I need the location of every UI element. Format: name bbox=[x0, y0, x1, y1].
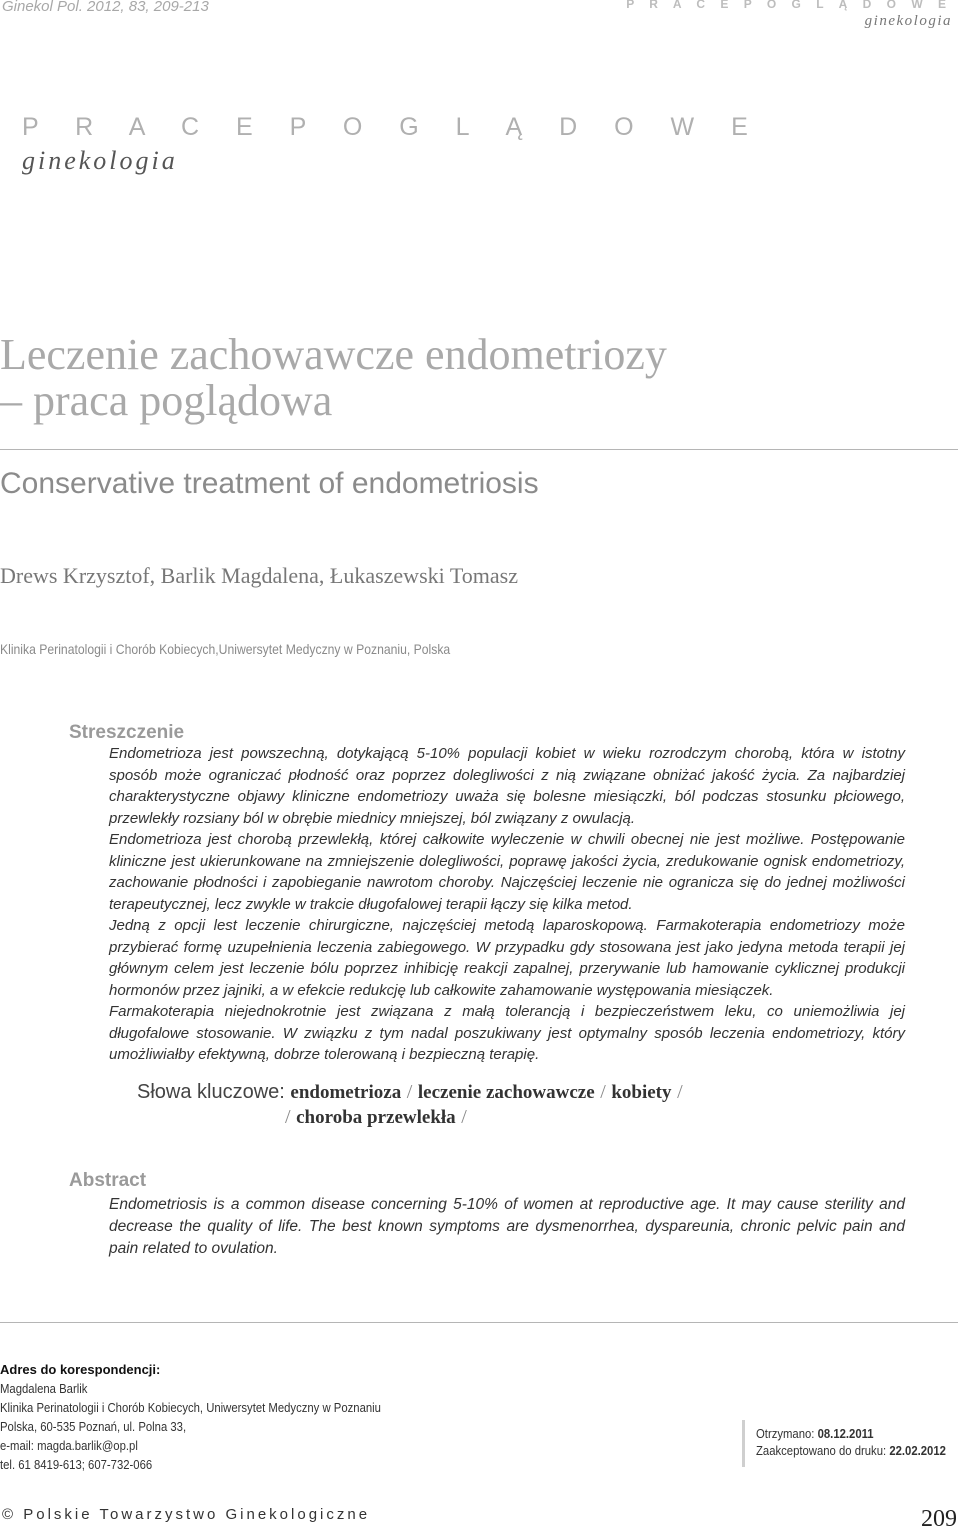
running-header-subsection: ginekologia bbox=[864, 13, 952, 29]
correspondence-line: Magdalena Barlik bbox=[0, 1381, 88, 1396]
article-title bbox=[0, 332, 667, 424]
keyword-separator: / bbox=[406, 1081, 413, 1103]
keyword: leczenie zachowawcze bbox=[417, 1082, 595, 1103]
authors: Drews Krzysztof, Barlik Magdalena, Łukaszewski Tomasz bbox=[0, 563, 518, 588]
keyword: endometrioza bbox=[290, 1082, 402, 1103]
article-dates bbox=[756, 1425, 960, 1459]
correspondence-address bbox=[0, 1360, 438, 1474]
running-header-section: P R A C E P O G L Ą D O W E bbox=[626, 0, 952, 11]
subsection-label: ginekologia bbox=[22, 146, 178, 175]
accepted-label: Zaakceptowano do druku: bbox=[756, 1443, 887, 1458]
journal-citation: Ginekol Pol. 2012, 83, 209-213 bbox=[2, 0, 209, 15]
streszczenie-body bbox=[109, 743, 905, 1066]
footer-divider bbox=[0, 1322, 958, 1323]
accepted-date bbox=[756, 1442, 946, 1459]
keyword-separator: / bbox=[677, 1081, 683, 1103]
english-title: Conservative treatment of endometriosis bbox=[0, 467, 539, 500]
running-header bbox=[626, 0, 952, 30]
received-date bbox=[756, 1425, 946, 1442]
society-footer: © Polskie Towarzystwo Ginekologiczne bbox=[2, 1506, 371, 1523]
affiliation: Klinika Perinatologii i Chorób Kobiecych,Uniwersytet Medyczny w Poznaniu, Polska bbox=[0, 641, 451, 657]
accepted-value: 22.02.2012 bbox=[889, 1443, 946, 1458]
correspondence-line: Polska, 60-535 Poznań, ul. Polna 33, bbox=[0, 1419, 187, 1434]
streszczenie-heading: Streszczenie bbox=[69, 722, 185, 743]
keyword: kobiety bbox=[611, 1082, 672, 1103]
keywords-label: Słowa kluczowe: bbox=[137, 1081, 285, 1103]
dates-bar bbox=[742, 1420, 745, 1467]
streszczenie-paragraph: Jedną z opcji lest leczenie chirurgiczne, najczęściej metodą laparoskopową. Farmakoterapia endometriozy może przybierać formę uzupełnienia leczenia zabiegowego. W przypadku gdy stosowana jest jako jedyna metoda terapii jej głównym celem jest leczenie bólu poprzez inhibicję reakcji zapalnej, przerywanie lub hamowanie cyklicznej produkcji hormonów przez jajniki, a w efekcie redukcję lub całkowite zahamowanie występowania miesiączek. bbox=[109, 917, 905, 999]
page-number: 209 bbox=[921, 1506, 957, 1532]
received-value: 08.12.2011 bbox=[817, 1426, 874, 1441]
keywords-line1 bbox=[137, 1080, 683, 1105]
correspondence-phone: tel. 61 8419-613; 607-732-066 bbox=[0, 1457, 153, 1472]
keyword-separator: / bbox=[461, 1106, 467, 1128]
article-title-line1: Leczenie zachowawcze endometriozy bbox=[0, 330, 667, 379]
keywords bbox=[137, 1080, 683, 1130]
keywords-line2 bbox=[137, 1105, 683, 1130]
abstract-heading: Abstract bbox=[69, 1170, 147, 1191]
keyword-separator: / bbox=[600, 1081, 606, 1103]
received-label: Otrzymano: bbox=[756, 1426, 815, 1441]
correspondence-label: Adres do korespondencji: bbox=[0, 1362, 161, 1377]
streszczenie-paragraph: Endometrioza jest powszechną, dotykającą 5-10% populacji kobiet w wieku rozrodczym chorobą, która w istotny sposób może ograniczać płodność oraz poprzez dolegliwości z nią związane obniżać jakość życia. Za najbardziej charakterystyczne objawy kliniczne endometriozy uważa się bolesne miesiączki, ból podczas stosunku płciowego, przewlekły rozsiany ból w obrębie miednicy mniejszej, ból związany z owulacją. bbox=[109, 745, 905, 827]
section-label: P R A C E P O G L Ą D O W E bbox=[22, 113, 763, 141]
keyword-separator: / bbox=[285, 1106, 291, 1128]
title-divider bbox=[0, 449, 958, 450]
correspondence-line: Klinika Perinatologii i Chorób Kobiecych, Uniwersytet Medyczny w Poznaniu bbox=[0, 1400, 381, 1415]
correspondence-email: e-mail: magda.barlik@op.pl bbox=[0, 1438, 138, 1453]
streszczenie-paragraph: Endometrioza jest chorobą przewlekłą, której całkowite wyleczenie w chwili obecnej nie jest możliwe. Postępowanie kliniczne jest ukierunkowane na zmniejszenie dolegliwości, poprawę jakości życia, zredukowanie ognisk endometriozy, zachowanie płodności i zapobieganie nawrotom choroby. Najczęściej leczenie nie ogranicza się do jednej możliwości terapeutycznej, lecz zwykle w trakcie długofalowej terapii łączy się kilka metod. bbox=[109, 831, 905, 913]
article-title-line2: – praca poglądowa bbox=[0, 376, 333, 425]
abstract-body: Endometriosis is a common disease concerning 5-10% of women at reproductive age. It may cause sterility and decrease the quality of life. The best known symptoms are dysmenorrhea, dyspareunia, chronic pelvic pain and pain related to ovulation. bbox=[109, 1196, 905, 1257]
streszczenie-paragraph: Farmakoterapia niejednokrotnie jest związana z małą tolerancją i bezpieczeństwem leku, co uniemożliwia jej długofalowe stosowanie. W związku z tym nadal poszukiwany jest optymalny sposób leczenia endometriozy, który umożliwiałby efektywną, dobrze tolerowaną i bezpieczną terapię. bbox=[109, 1003, 905, 1063]
keyword: choroba przewlekła bbox=[296, 1107, 456, 1128]
